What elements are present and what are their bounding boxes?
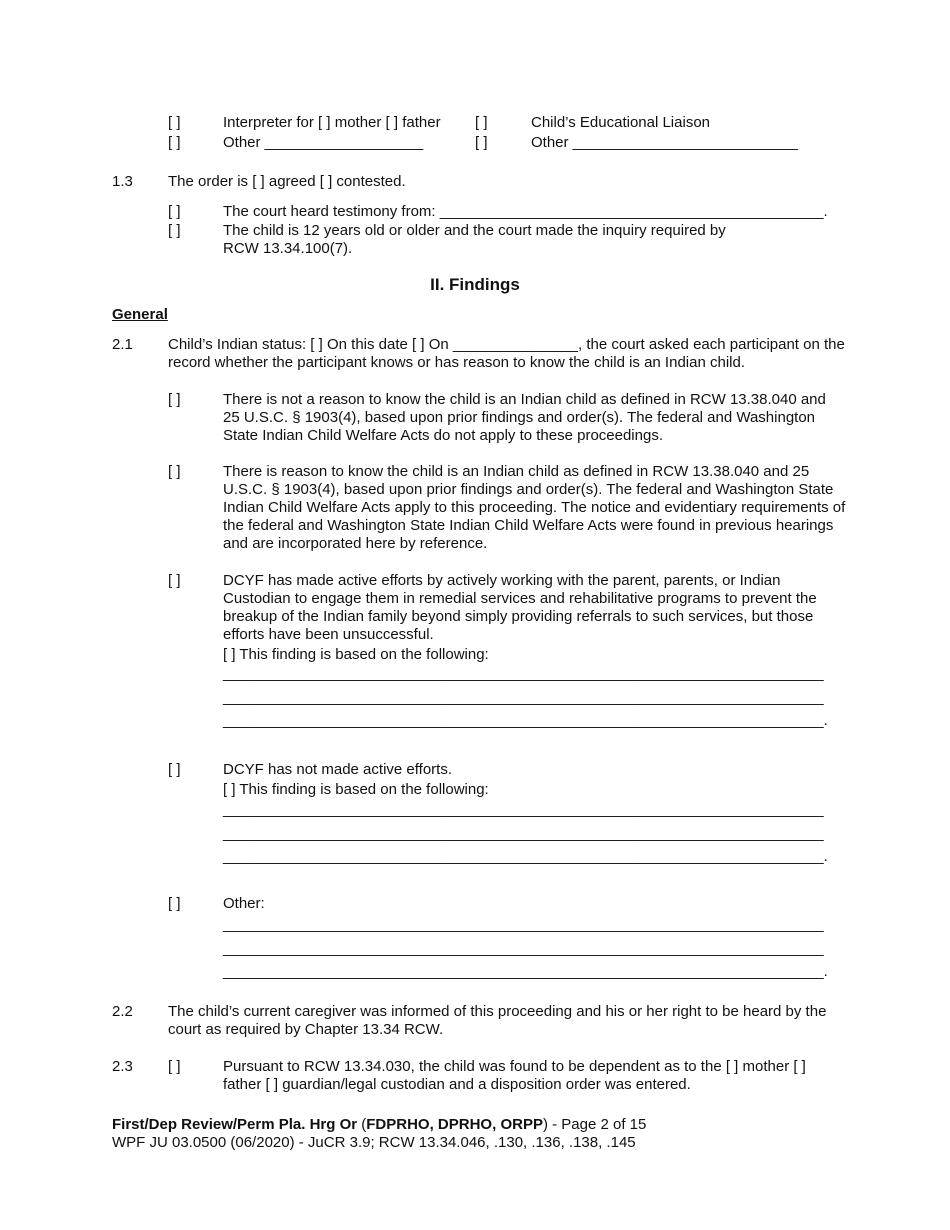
other-field-1[interactable]: Other ___________________ <box>223 134 424 151</box>
checkbox-educational-liaison[interactable]: [ ] <box>475 114 488 131</box>
basis-line-2b[interactable]: ________________________________________________________________________ <box>223 825 824 842</box>
section-number-2-2: 2.2 <box>112 1003 133 1020</box>
basis-line-2a[interactable]: ________________________________________________________________________ <box>223 801 824 818</box>
basis-line-1c[interactable]: ________________________________________________________________________. <box>223 712 828 729</box>
active-efforts-text: DCYF has made active efforts by actively working with the parent, parents, or Indian Custodian to engage them in remedial services and rehabilitative programs to prevent the breakup of the Indian family beyond simply providing referrals to such services, but those efforts have been unsuccessful. <box>223 572 817 643</box>
caregiver-informed-text: The child’s current caregiver was informed of this proceeding and his or her right to be heard by the court as required by Chapter 13.34 RCW. <box>168 1003 827 1038</box>
checkbox-other-2[interactable]: [ ] <box>475 134 488 151</box>
footer-page-number: ) - Page 2 of 15 <box>542 1116 647 1133</box>
basis-line-1b[interactable]: ________________________________________________________________________ <box>223 689 824 706</box>
dependent-text: Pursuant to RCW 13.34.030, the child was found to be dependent as to the [ ] mother [ ] father [ ] guardian/legal custodian and a disposition order was entered. <box>223 1058 806 1093</box>
basis-checkbox-2[interactable]: [ ] This finding is based on the following: <box>223 781 489 798</box>
basis-line-2c[interactable]: ________________________________________________________________________. <box>223 848 828 865</box>
child-inquiry-text: The child is 12 years old or older and the court made the inquiry required by RCW 13.34.100(7). <box>223 222 726 257</box>
footer-form-reference: WPF JU 03.0500 (06/2020) - JuCR 3.9; RCW 13.34.046, .130, .136, .138, .145 <box>112 1134 636 1151</box>
footer-title-codes: FDPRHO, DPRHO, ORPP <box>366 1116 543 1133</box>
basis-line-1a[interactable]: ________________________________________________________________________ <box>223 665 824 682</box>
no-reason-text: There is not a reason to know the child is an Indian child as defined in RCW 13.38.040 and 25 U.S.C. § 1903(4), based upon prior findings and order(s). The federal and Washington State Indian Child Welfare Acts do not apply to these proceedings. <box>223 391 826 444</box>
checkbox-no-reason[interactable]: [ ] <box>168 391 181 408</box>
other-line-a[interactable]: ________________________________________________________________________ <box>223 916 824 933</box>
checkbox-active-efforts[interactable]: [ ] <box>168 572 181 589</box>
order-agreed-contested: The order is [ ] agreed [ ] contested. <box>168 173 406 190</box>
other-line-b[interactable]: ________________________________________________________________________ <box>223 940 824 957</box>
section-number-1-3: 1.3 <box>112 173 133 190</box>
basis-checkbox-1[interactable]: [ ] This finding is based on the following: <box>223 646 489 663</box>
indian-status-text: Child’s Indian status: [ ] On this date [ ] On _______________, the court asked each participant on the record whether the participant knows or has reason to know the child is an Indian child. <box>168 336 845 371</box>
checkbox-other-finding[interactable]: [ ] <box>168 895 181 912</box>
checkbox-reason-to-know[interactable]: [ ] <box>168 463 181 480</box>
section-number-2-1: 2.1 <box>112 336 133 353</box>
section-number-2-3: 2.3 <box>112 1058 133 1075</box>
checkbox-no-active-efforts[interactable]: [ ] <box>168 761 181 778</box>
checkbox-interpreter[interactable]: [ ] <box>168 114 181 131</box>
other-field-2[interactable]: Other ___________________________ <box>531 134 798 151</box>
section-title-findings: II. Findings <box>430 275 520 294</box>
reason-to-know-text: There is reason to know the child is an Indian child as defined in RCW 13.38.040 and 25 U.S.C. § 1903(4), based upon prior findings and order(s). The federal and Washington State Indian Child Welfare Acts apply to this proceeding. The notice and evidentiary requirements of the federal and Washington State Indian Child Welfare Acts were found in previous hearings and are incorporated here by reference. <box>223 463 846 552</box>
footer-form-title <box>112 1116 646 1134</box>
testimony-field[interactable]: The court heard testimony from: ______________________________________________. <box>223 203 828 220</box>
no-active-efforts-text: DCYF has not made active efforts. <box>223 761 452 778</box>
footer-title-b: ( <box>357 1116 367 1133</box>
interpreter-label: Interpreter for [ ] mother [ ] father <box>223 114 441 131</box>
checkbox-dependent[interactable]: [ ] <box>168 1058 181 1075</box>
general-label: General <box>112 306 168 323</box>
educational-liaison-label: Child’s Educational Liaison <box>531 114 711 131</box>
checkbox-other-1[interactable]: [ ] <box>168 134 181 151</box>
checkbox-testimony[interactable]: [ ] <box>168 203 181 220</box>
other-finding-label: Other: <box>223 895 265 912</box>
other-line-c[interactable]: ________________________________________________________________________. <box>223 963 828 980</box>
footer-title-a: First/Dep Review/Perm Pla. Hrg Or <box>112 1116 358 1133</box>
checkbox-child-inquiry[interactable]: [ ] <box>168 222 181 239</box>
